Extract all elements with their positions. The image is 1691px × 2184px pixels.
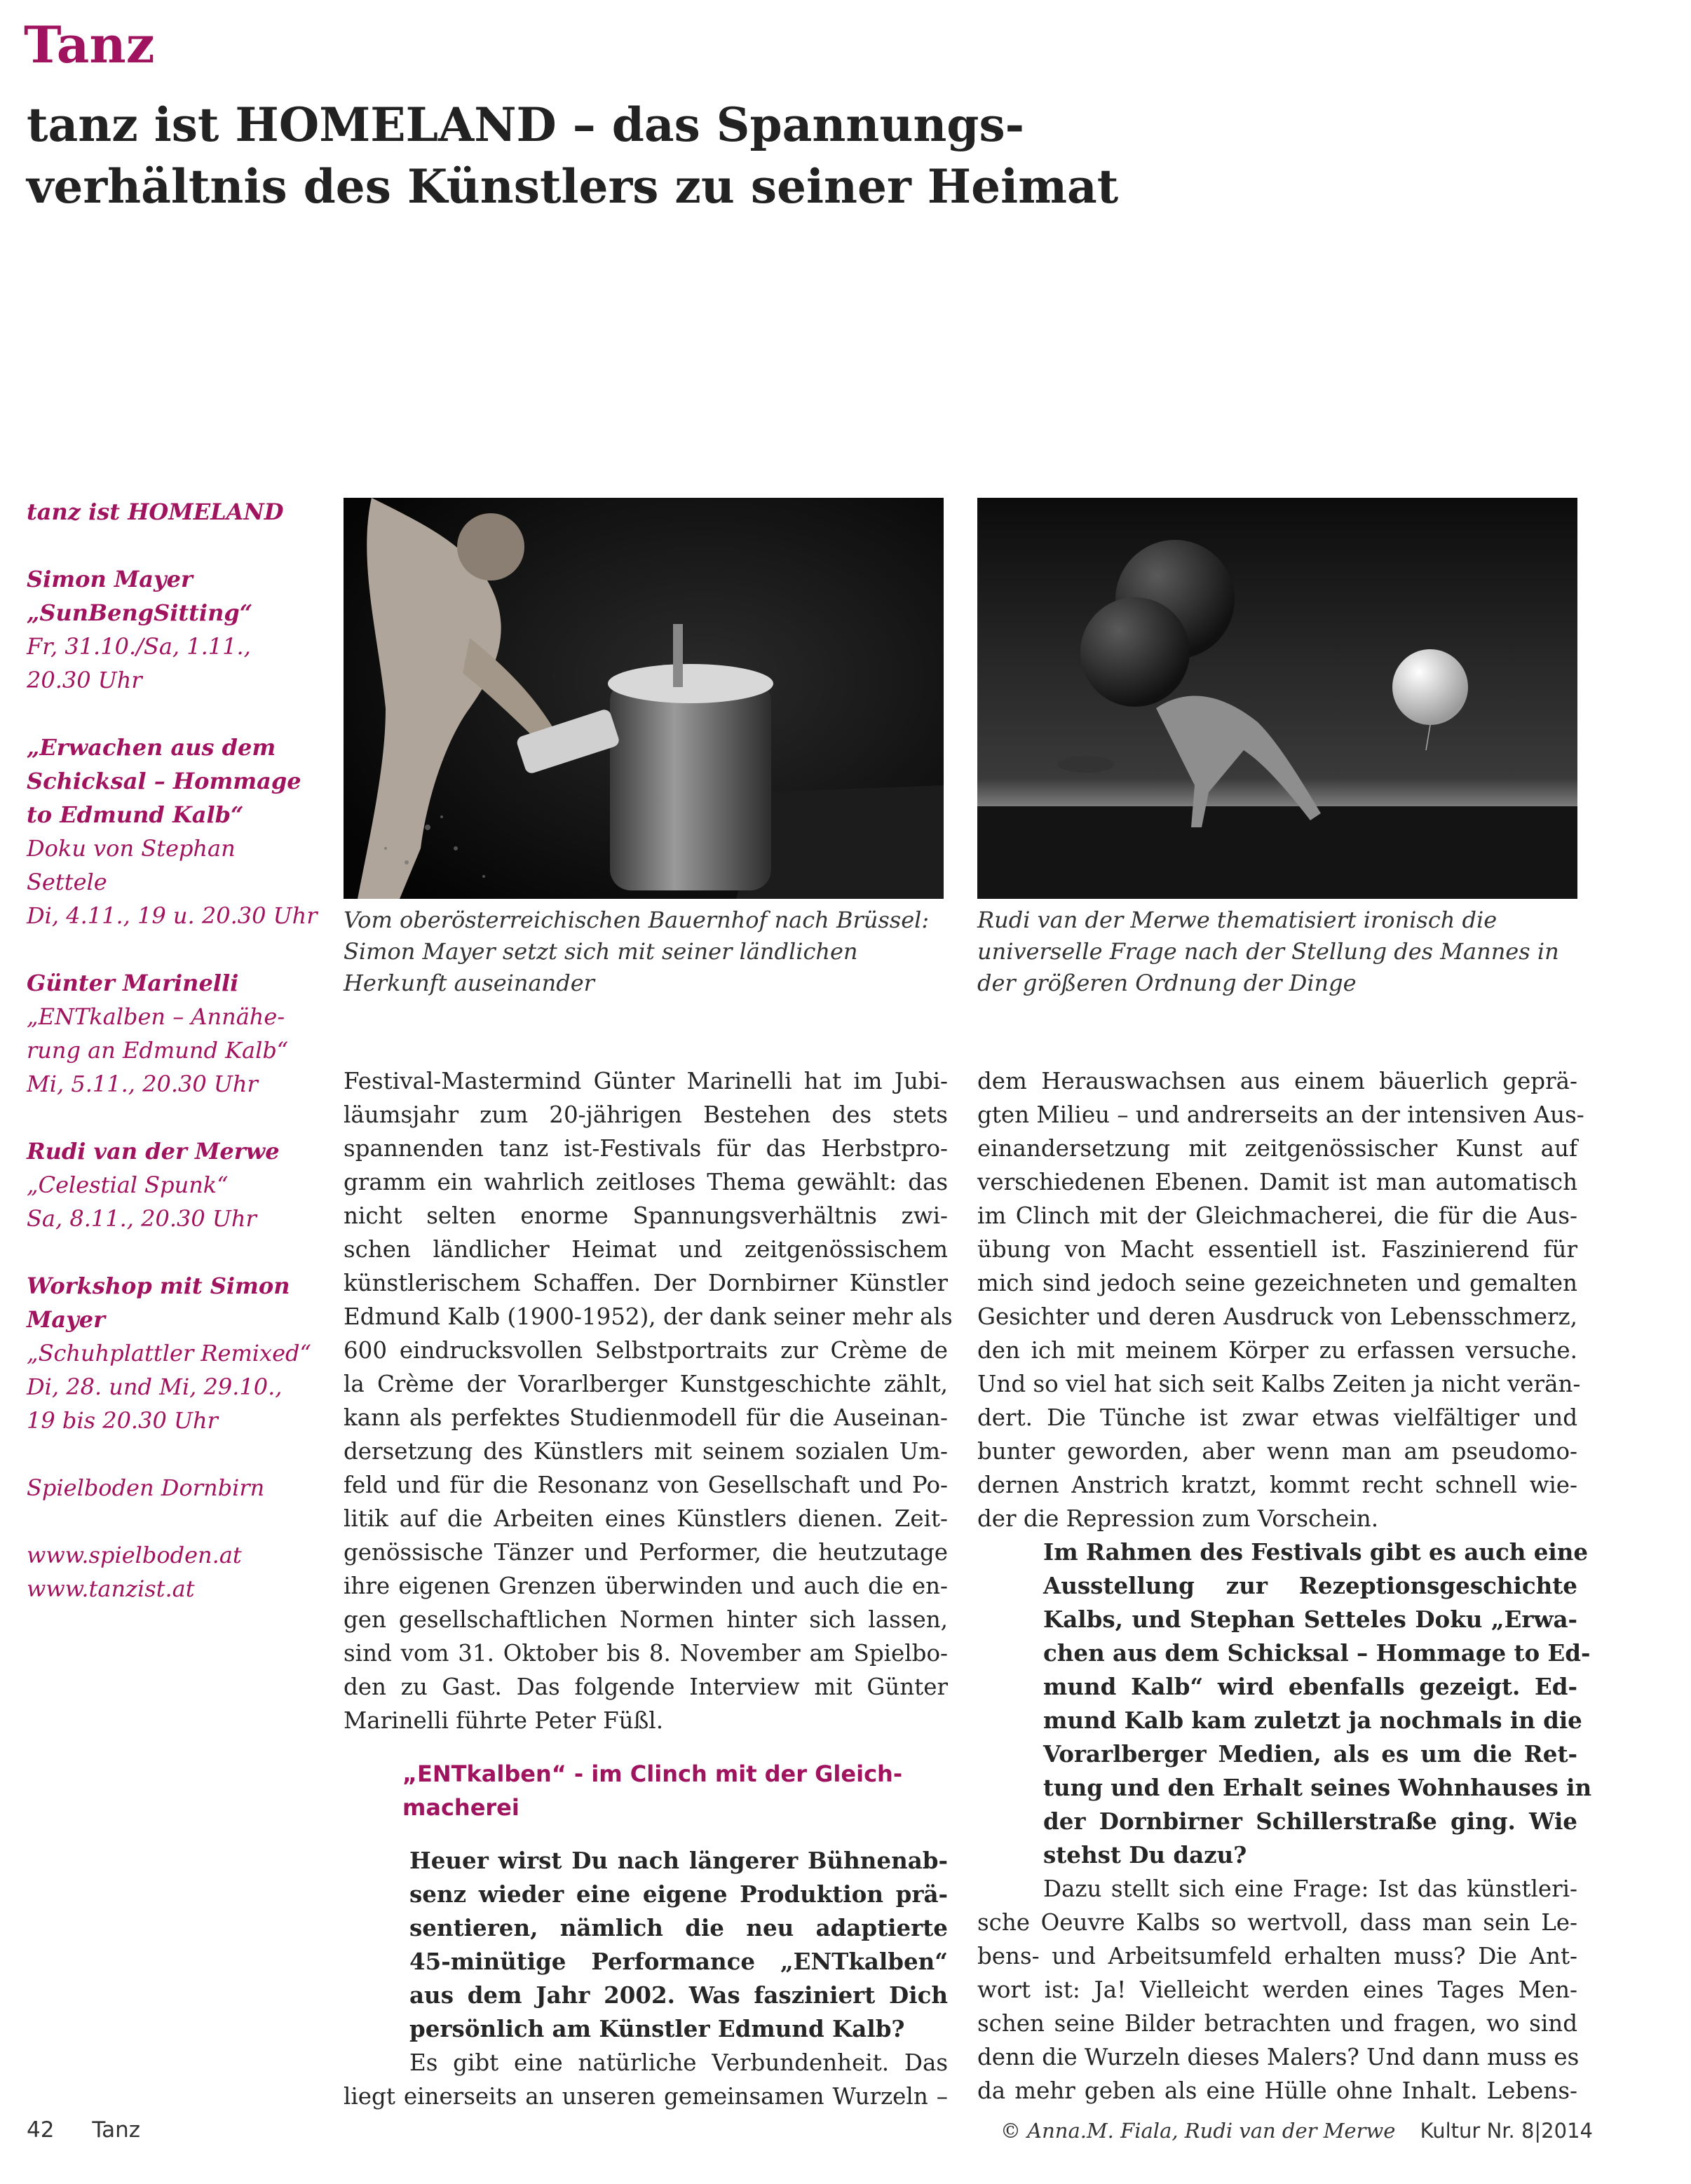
photo-caption-right <box>977 904 1559 999</box>
interview-answer-line: bens- und Arbeitsumfeld erhalten muss? Die Ant- <box>977 1943 1577 1969</box>
body-line: Marinelli führte Peter Füßl. <box>344 1707 664 1734</box>
sidebar-event-line: Schicksal – Hommage <box>27 768 301 794</box>
interview-question-line: persönlich am Künstler Edmund Kalb? <box>409 2015 905 2042</box>
body-line: dernen Anstrich kratzt, kommt recht schnell wie- <box>977 1472 1577 1498</box>
sidebar-event-line: rung an Edmund Kalb“ <box>27 1037 289 1064</box>
sidebar-event <box>27 966 321 1101</box>
sidebar-event-line: Workshop mit Simon <box>27 1273 290 1299</box>
body-line: künstlerischem Schaffen. Der Dornbirner Künstler <box>344 1270 948 1296</box>
article-column-2 <box>977 1064 1592 2108</box>
footer-section: Tanz <box>92 2117 141 2143</box>
interview-question-line: Vorarlberger Medien, als es um die Ret- <box>1043 1740 1577 1768</box>
page-footer-right <box>1000 2119 1593 2143</box>
spacer <box>344 1737 948 1757</box>
sidebar-event-line: to Edmund Kalb“ <box>27 801 244 828</box>
sidebar-event <box>27 731 321 932</box>
sidebar-event-line: 20.30 Uhr <box>27 667 142 693</box>
body-line: genössische Tänzer und Performer, die heutzutage <box>344 1539 948 1566</box>
body-line: kann als perfektes Studienmodell für die Auseinan- <box>344 1404 948 1431</box>
sidebar-event-line: „Erwachen aus dem <box>27 734 276 761</box>
headline-line: tanz ist HOMELAND – das Spannungs- <box>27 97 1024 152</box>
caption-line: Herkunft auseinander <box>344 970 595 996</box>
body-line: gten Milieu – und andrerseits an der intensiven Aus- <box>977 1101 1584 1128</box>
interview-question-line: Heuer wirst Du nach längerer Bühnenab- <box>409 1847 948 1874</box>
event-sidebar <box>27 495 321 1639</box>
sidebar-event-line: „SunBengSitting“ <box>27 599 253 626</box>
interview-question-line: sentieren, nämlich die neu adaptierte <box>409 1914 948 1941</box>
sidebar-event-line: Mi, 5.11., 20.30 Uhr <box>27 1071 258 1097</box>
body-line: ihre eigenen Grenzen überwinden und auch die en- <box>344 1573 948 1599</box>
sidebar-event <box>27 562 321 697</box>
body-line: übung von Macht essentiell ist. Faszinierend für <box>977 1236 1577 1263</box>
body-line: verschiedenen Ebenen. Damit ist man automatisch <box>977 1169 1577 1195</box>
sidebar-event-line: „ENTkalben – Annähe- <box>27 1003 285 1030</box>
interview-subhead: „ENTkalben“ - im Clinch mit der Gleich- <box>402 1761 903 1787</box>
caption-line: Rudi van der Merwe thematisiert ironisch die <box>977 907 1498 933</box>
issue-label: Kultur Nr. 8|2014 <box>1420 2119 1593 2143</box>
body-line: der die Repression zum Vorschein. <box>977 1505 1379 1532</box>
body-line: bunter geworden, aber wenn man am pseudomo- <box>977 1438 1577 1465</box>
body-line: litik auf die Arbeiten eines Künstlers dienen. Zeit- <box>344 1505 948 1532</box>
interview-question-line: tung und den Erhalt seines Wohnhauses in <box>1043 1774 1592 1801</box>
interview-question-line: Ausstellung zur Rezeptionsgeschichte <box>1043 1572 1577 1599</box>
sidebar-event-line: Günter Marinelli <box>27 970 239 996</box>
body-line: dert. Die Tünche ist zwar etwas vielfältiger und <box>977 1404 1577 1431</box>
interview-question-line: Kalbs, und Stephan Setteles Doku „Erwa- <box>1043 1606 1577 1633</box>
body-line: Und so viel hat sich seit Kalbs Zeiten ja nicht verän- <box>977 1371 1581 1397</box>
interview-question-line: stehst Du dazu? <box>1043 1841 1247 1868</box>
body-line: 600 eindrucksvollen Selbstportraits zur Crème de <box>344 1337 948 1364</box>
caption-line: universelle Frage nach der Stellung des Mannes in <box>977 938 1559 965</box>
body-line: feld und für die Resonanz von Gesellschaft und Po- <box>344 1472 948 1498</box>
interview-answer-line: da mehr geben als eine Hülle ohne Inhalt. Lebens- <box>977 2077 1577 2104</box>
interview-answer-line: Dazu stellt sich eine Frage: Ist das künstleri- <box>1043 1876 1577 1902</box>
interview-answer-line: schen seine Bilder betrachten und fragen, wo sind <box>977 2010 1577 2037</box>
body-line: sind vom 31. Oktober bis 8. November am Spielbo- <box>344 1640 948 1667</box>
interview-answer-line: Es gibt eine natürliche Verbundenheit. Das <box>409 2049 948 2076</box>
caption-line: Vom oberösterreichischen Bauernhof nach Brüssel: <box>344 907 930 933</box>
interview-question-line: chen aus dem Schicksal – Hommage to Ed- <box>1043 1639 1591 1667</box>
interview-question-line: mund Kalb“ wird ebenfalls gezeigt. Ed- <box>1043 1673 1577 1700</box>
sidebar-title-block <box>27 495 321 529</box>
sidebar-event-line: Simon Mayer <box>27 566 193 592</box>
interview-question-line: der Dornbirner Schillerstraße ging. Wie <box>1043 1807 1577 1835</box>
sidebar-event-line: Fr, 31.10./Sa, 1.11., <box>27 633 251 660</box>
section-label: Tanz <box>24 15 155 74</box>
interview-answer-line: denn die Wurzeln dieses Malers? Und dann muss es <box>977 2044 1580 2070</box>
sidebar-event-line: 19 bis 20.30 Uhr <box>27 1407 218 1434</box>
interview-answer-line: wort ist: Ja! Vielleicht werden eines Tages Men- <box>977 1976 1577 2003</box>
sidebar-event <box>27 1471 321 1505</box>
sidebar-event-line: Settele <box>27 869 107 895</box>
body-line: Festival-Mastermind Günter Marinelli hat im Jubi- <box>344 1068 948 1094</box>
page-footer-left <box>27 2117 140 2143</box>
body-line: mich sind jedoch seine gezeichneten und gemalten <box>977 1270 1577 1296</box>
photo-rudi-van-der-merwe-image <box>977 498 1577 899</box>
article-column-1 <box>344 1064 953 2113</box>
sidebar-event <box>27 1538 321 1606</box>
photo-simon-mayer-image <box>344 498 944 899</box>
body-line: dem Herauswachsen aus einem bäuerlich geprä- <box>977 1068 1577 1094</box>
sidebar-event-line: Di, 4.11., 19 u. 20.30 Uhr <box>27 902 318 929</box>
photo-credit: © Anna.M. Fiala, Rudi van der Merwe <box>1000 2119 1396 2143</box>
caption-line: Simon Mayer setzt sich mit seiner ländlichen <box>344 938 858 965</box>
headline-line: verhältnis des Künstlers zu seiner Heimat <box>27 159 1119 214</box>
interview-question-line: senz wieder eine eigene Produktion prä- <box>409 1880 948 1908</box>
article-headline <box>27 94 1218 217</box>
sidebar-event-line: www.spielboden.at <box>27 1542 242 1568</box>
body-line: den zu Gast. Das folgende Interview mit Günter <box>344 1674 948 1700</box>
body-line: gen gesellschaftlichen Normen hinter sich lassen, <box>344 1606 948 1633</box>
caption-line: der größeren Ordnung der Dinge <box>977 970 1357 996</box>
body-line: läumsjahr zum 20-jährigen Bestehen des stets <box>344 1101 948 1128</box>
sidebar-event-line: Di, 28. und Mi, 29.10., <box>27 1374 283 1400</box>
body-line: Edmund Kalb (1900-1952), der dank seiner mehr als <box>344 1303 953 1330</box>
interview-answer-line: sche Oeuvre Kalbs so wertvoll, dass man sein Le- <box>977 1909 1577 1936</box>
body-line: einandersetzung mit zeitgenössischer Kunst auf <box>977 1135 1577 1162</box>
sidebar-event-line: Rudi van der Merwe <box>27 1138 280 1165</box>
sidebar-title: tanz ist HOMELAND <box>27 498 284 525</box>
body-line: spannenden tanz ist-Festivals für das Herbstpro- <box>344 1135 948 1162</box>
interview-question-line: aus dem Jahr 2002. Was fasziniert Dich <box>409 1981 948 2009</box>
body-line: la Crème der Vorarlberger Kunstgeschichte zählt, <box>344 1371 948 1397</box>
photo-simon-mayer <box>344 498 944 899</box>
sidebar-event-line: Spielboden Dornbirn <box>27 1474 265 1501</box>
spacer <box>344 1824 948 1844</box>
body-line: Gesichter und deren Ausdruck von Lebensschmerz, <box>977 1303 1577 1330</box>
interview-subhead: macherei <box>402 1794 519 1821</box>
sidebar-event-line: Mayer <box>27 1306 105 1333</box>
sidebar-event <box>27 1269 321 1437</box>
interview-question-line: Im Rahmen des Festivals gibt es auch eine <box>1043 1538 1589 1566</box>
body-line: den ich mit meinem Körper zu erfassen versuche. <box>977 1337 1577 1364</box>
body-line: dersetzung des Künstlers mit seinem sozialen Um- <box>344 1438 948 1465</box>
sidebar-event <box>27 1134 321 1235</box>
photo-caption-left <box>344 904 929 999</box>
sidebar-event-list <box>27 562 321 1606</box>
interview-question-line: mund Kalb kam zuletzt ja nochmals in die <box>1043 1707 1582 1734</box>
page-number: 42 <box>27 2117 55 2143</box>
body-line: schen ländlicher Heimat und zeitgenössischem <box>344 1236 948 1263</box>
interview-answer-line: liegt einerseits an unseren gemeinsamen Wurzeln – <box>344 2083 948 2110</box>
sidebar-event-line: „Celestial Spunk“ <box>27 1172 229 1198</box>
sidebar-event-line: www.tanzist.at <box>27 1575 195 1602</box>
sidebar-event-line: „Schuhplattler Remixed“ <box>27 1340 311 1366</box>
photo-rudi-van-der-merwe <box>977 498 1577 899</box>
body-line: gramm ein wahrlich zeitloses Thema gewählt: das <box>344 1169 948 1195</box>
body-line: im Clinch mit der Gleichmacherei, die für die Aus- <box>977 1202 1577 1229</box>
sidebar-event-line: Sa, 8.11., 20.30 Uhr <box>27 1205 257 1232</box>
sidebar-event-line: Doku von Stephan <box>27 835 236 862</box>
body-line: nicht selten enorme Spannungsverhältnis zwi- <box>344 1202 948 1229</box>
interview-question-line: 45-minütige Performance „ENTkalben“ <box>409 1948 948 1975</box>
